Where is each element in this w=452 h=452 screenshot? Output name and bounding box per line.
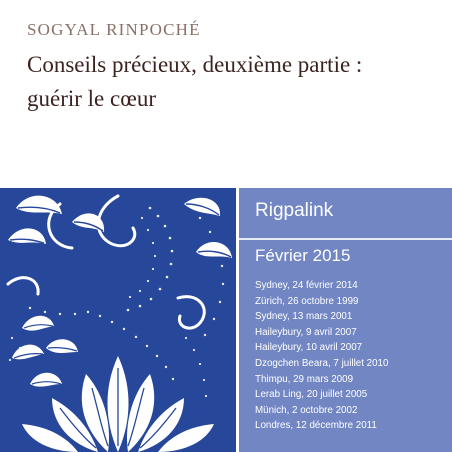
session-item: Münich, 2 octobre 2002 — [255, 404, 358, 416]
session-item: Dzogchen Beara, 7 juillet 2010 — [255, 357, 389, 369]
session-list — [255, 278, 388, 434]
cover-title-line-1: Conseils précieux, deuxième partie : — [27, 52, 363, 77]
cover-title-line-2: guérir le cœur — [27, 86, 156, 111]
session-item: Zürich, 26 octobre 1999 — [255, 295, 359, 307]
floral-pattern-illustration — [0, 188, 236, 452]
session-item: Lerab Ling, 20 juillet 2005 — [255, 389, 368, 401]
session-item: Sydney, 13 mars 2001 — [255, 311, 353, 323]
author-name: SOGYAL RINPOCHÉ — [27, 20, 201, 39]
session-item: Sydney, 24 février 2014 — [255, 280, 358, 291]
session-item: Haileybury, 10 avril 2007 — [255, 342, 363, 354]
session-item: Thimpu, 29 mars 2009 — [255, 373, 354, 385]
cover-artwork — [0, 188, 236, 452]
session-item: Londres, 12 décembre 2011 — [255, 420, 377, 432]
brand-name: Rigpalink — [255, 200, 334, 221]
panel-header — [239, 188, 452, 240]
cover-title — [27, 48, 437, 116]
program-info-panel — [236, 188, 452, 452]
edition-date: Février 2015 — [255, 246, 351, 265]
cover-header — [0, 0, 452, 188]
session-item: Haileybury, 9 avril 2007 — [255, 326, 357, 338]
